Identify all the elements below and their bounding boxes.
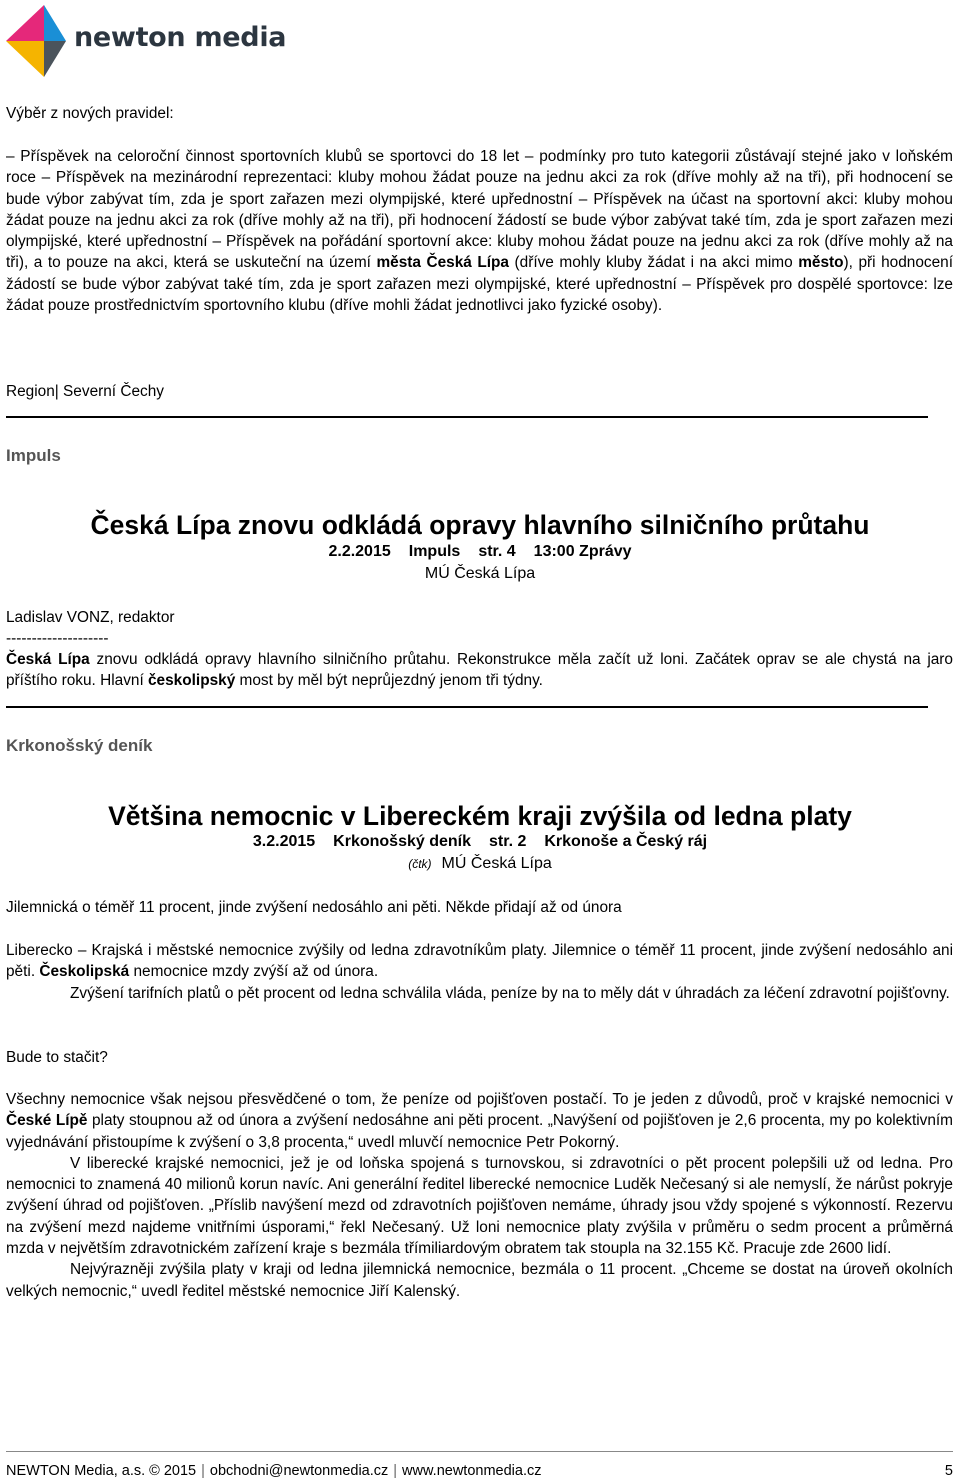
footer-web-link[interactable]: www.newtonmedia.cz [402, 1463, 542, 1479]
article-meta: 3.2.2015 Krkonošský deník str. 2 Krkonoše a Český ráj [252, 833, 708, 850]
highlight-mesta-ceska-lipa: města Česká Lípa [376, 254, 509, 272]
highlight-mesto: město [798, 254, 844, 272]
intro-heading: Výběr z nových pravidel: [6, 105, 174, 122]
logo-text: newton media [74, 21, 287, 53]
article-author: Ladislav VONZ, redaktor [6, 609, 175, 626]
article-tag: MÚ Česká Lípa [424, 565, 536, 582]
author-dashes: -------------------- [6, 630, 109, 647]
footer-company: NEWTON Media, a.s. © 2015 [6, 1463, 197, 1479]
newton-logo-icon [4, 3, 68, 79]
article-paragraph: Liberecko – Krajská i městské nemocnice zvýšily od ledna zdravotníkům platy. Jilemnice o téměř 11 procent, jinde zvýšení nedosáhlo ani pěti. Českolipská nemocnice mzdy zvýší až od února. Zvýšení tarifních platů o pět procent od ledna schválila vláda, peníze by na to měly dát v úhradách za léčení zdravotní pojišťovny. [6, 942, 953, 1002]
article-tag: (čtk) MÚ Česká Lípa [408, 855, 552, 872]
article-body: Česká Lípa znovu odkládá opravy hlavního silničního průtahu. Rekonstrukce měla začít už loni. Začátek oprav se ale chystá na jaro příštího roku. Hlavní českolipský most by měl být neprůjezdný jenom tři týdny. [6, 651, 953, 690]
source-krkonossky-denik: Krkonošský deník [6, 736, 153, 755]
article-title: Česká Lípa znovu odkládá opravy hlavního silničního průtahu [90, 510, 870, 540]
article-title: Většina nemocnic v Libereckém kraji zvýšila od ledna platy [108, 801, 852, 831]
intro-paragraph: – Příspěvek na celoroční činnost sportovních klubů se sportovci do 18 let – podmínky pro tuto kategorii zůstávají stejné jako v loňském roce – Příspěvek na mezinárodní reprezentaci: kluby mohou žádat pouze na jednu akci za rok (dříve mohly až na tři), při hodnocení se bude výbor zabývat tím, zda je sport zařazen mezi olympijské, které upřednostní – Příspěvek na účast na sportovní akci: kluby mohou žádat pouze na jednu akci za rok (dříve mohly až na tři), při hodnocení žádostí se bude výbor zabývat také tím, zda je sport zařazen mezi olympijské, které upřednostní – Příspěvek na pořádání sportovní akce: kluby mohou žádat pouze na jednu akci za rok (dříve mohly až na tři), a to pouze na akci, která se uskuteční na území města Česká Lípa (dříve mohly kluby žádat i na akci mimo město), při hodnocení žádostí se bude výbor zabývat také tím, zda je sport zařazen mezi olympijské, které upřednostní – Příspěvek pro dospělé sportovce: lze žádat pouze prostřednictvím sportovního klubu (dříve mohli žádat jednotlivci jako fyzické osoby). [6, 148, 953, 315]
footer-email-link[interactable]: obchodni@newtonmedia.cz [209, 1463, 389, 1479]
source-impuls: Impuls [6, 446, 61, 465]
page-footer: NEWTON Media, a.s. © 2015 | obchodni@newtonmedia.cz | www.newtonmedia.cz 5 [6, 1463, 953, 1479]
article-paragraph: Všechny nemocnice však nejsou přesvědčené o tom, že peníze od pojišťoven postačí. To je jeden z důvodů, proč v krajské nemocnici v České Lípě platy stoupnou až od února a zvýšení nedosáhne ani pěti procent. „Navýšení od pojišťoven je 2,6 procenta, my po kolektivním vyjednávání přistoupíme k zvýšení o 3,8 procenta,“ uvedl mluvčí nemocnice Petr Pokorný. V liberecké krajské nemocnici, jež je od loňska spojená s turnovskou, si zdravotníci o pět procent polepšili už od ledna. Pro nemocnici to znamená 40 milionů korun navíc. Ani generální ředitel liberecké nemocnice Luděk Nečesaný si ale nemyslí, že nárůst pokryje zvýšení úhrad od pojišťoven. „Příslib navýšení mezd od zdravotních pojišťoven nemáme, úhrady jsou vždy spojené s výkonností. Rezervu na zvýšení mezd najdeme vnitřními úsporami,“ řekl Nečesaný. Už loni nemocnice platy zvýšila v průměru o sedm procent a průměrná mzda v největším zdravotnickém zařízení kraje s bezmála třímiliardovým obratem tak stoupla na 32.155 Kč. Pracuje zde 2600 lidí. Nejvýrazněji zvýšila platy v kraji od ledna jilemnická nemocnice, bezmála o 11 procent. „Chceme se dostat na úroveň okolních velkých nemocnic,“ uvedl ředitel městské nemocnice Jiří Kalenský. [6, 1091, 953, 1300]
article-meta: 2.2.2015 Impuls str. 4 13:00 Zprávy [328, 543, 632, 560]
footer-divider [6, 1451, 953, 1452]
divider [6, 416, 928, 418]
region-line: Region| Severní Čechy [6, 383, 164, 400]
divider [6, 706, 928, 708]
newton-media-logo [4, 3, 286, 79]
article-subheading: Bude to stačit? [6, 1049, 108, 1066]
article-lead: Jilemnická o téměř 11 procent, jinde zvýšení nedosáhlo ani pěti. Někde přidají až od února [6, 899, 622, 916]
page-number: 5 [944, 1463, 953, 1479]
